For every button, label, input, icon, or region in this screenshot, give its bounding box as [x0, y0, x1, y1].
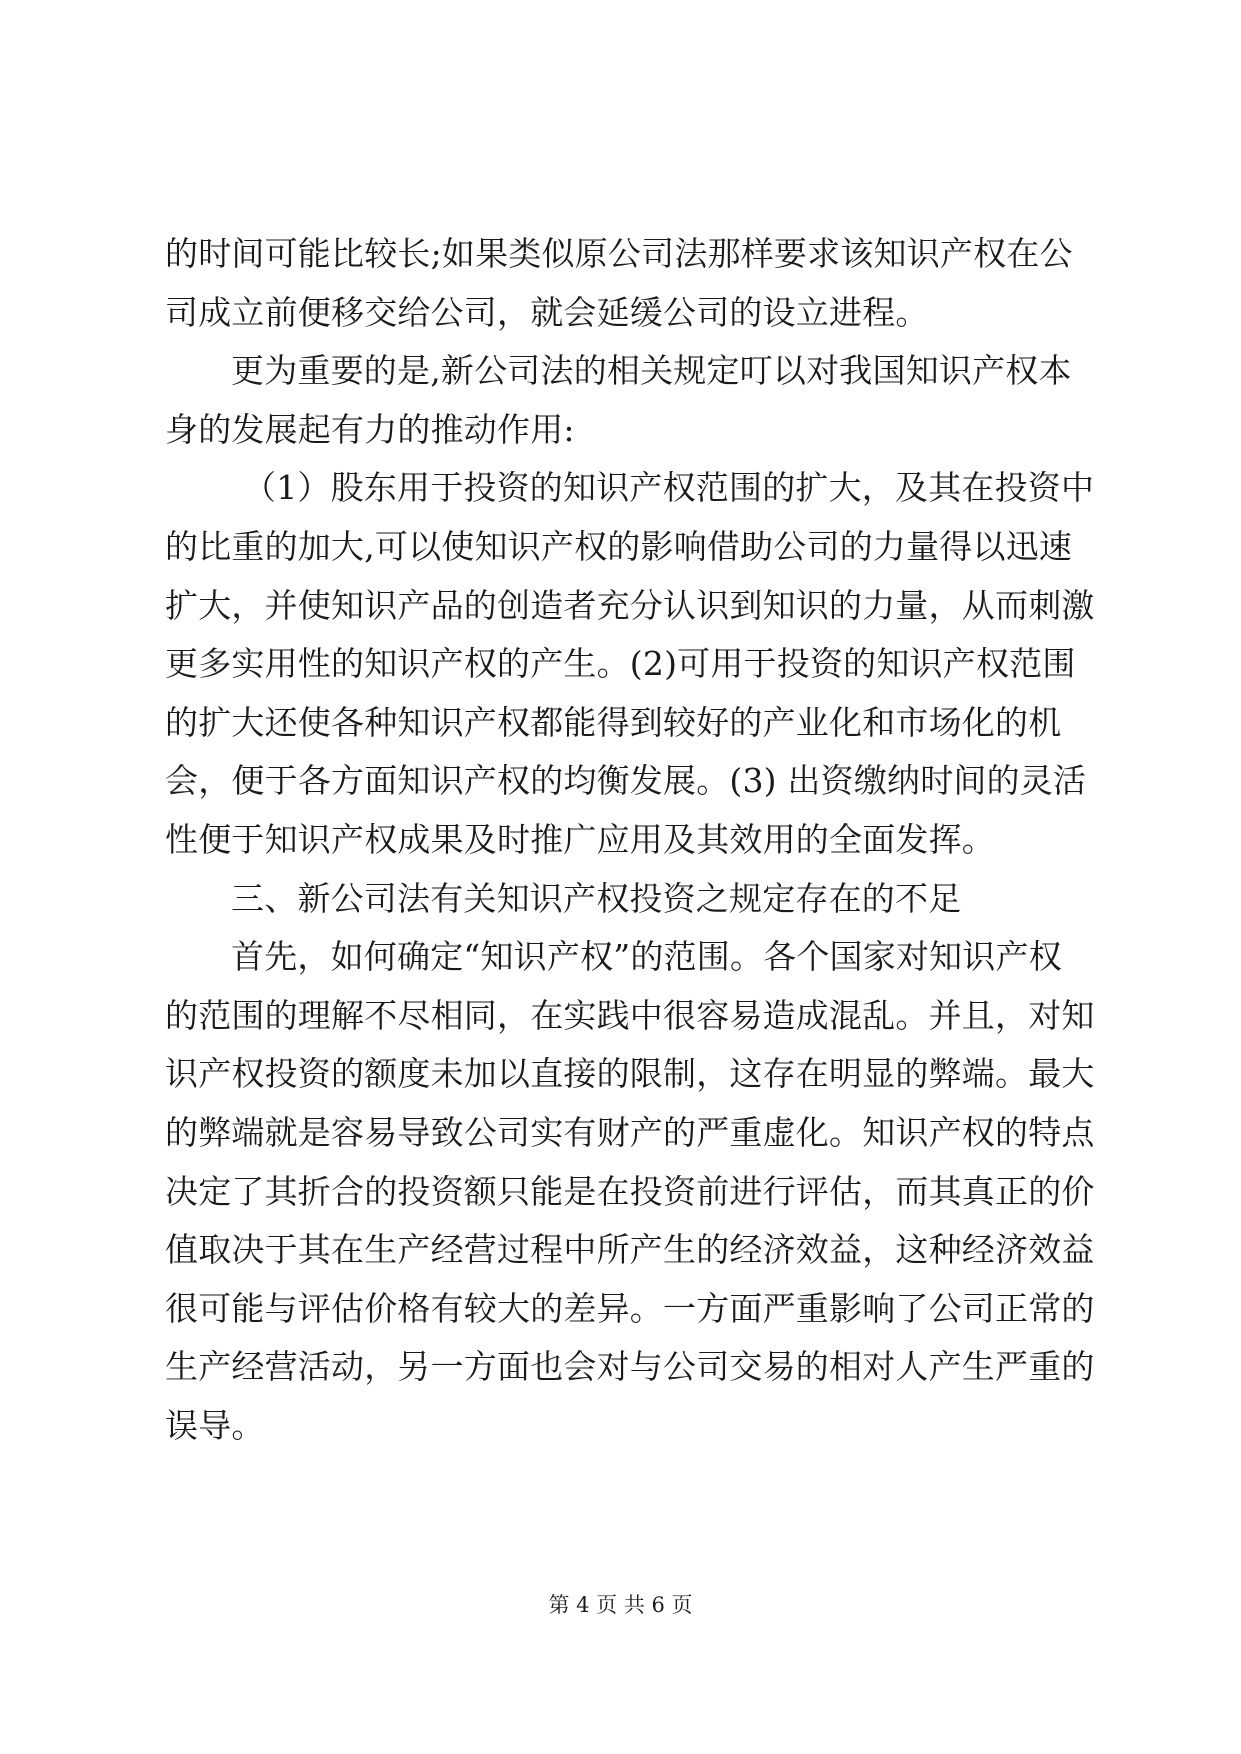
body-text [165, 225, 1095, 1455]
text-line: 很可能与评估价格有较大的差异。一方面严重影响了公司正常的 [165, 1288, 1095, 1328]
text-line: 误导。 [165, 1405, 265, 1445]
text-line: 身的发展起有力的推动作用: [165, 409, 575, 449]
text-line: 的弊端就是容易导致公司实有财产的严重虚化。知识产权的特点 [165, 1112, 1095, 1152]
paragraph-start-line: 首先，如何确定“知识产权”的范围。各个国家对知识产权 [231, 937, 1062, 977]
text-line: 司成立前便移交给公司，就会延缓公司的设立进程。 [165, 292, 929, 332]
text-line: 性便于知识产权成果及时推广应用及其效用的全面发挥。 [165, 819, 995, 859]
text-line: 值取决于其在生产经营过程中所产生的经济效益，这种经济效益 [165, 1230, 1095, 1270]
text-line: 的时间可能比较长;如果类似原公司法那样要求该知识产权在公 [165, 234, 1073, 273]
text-line: 的扩大还使各种知识产权都能得到较好的产业化和市场化的机 [165, 702, 1062, 742]
text-line: 更多实用性的知识产权的产生。(2)可用于投资的知识产权范围 [165, 644, 1076, 684]
paragraph-start-line: （1）股东用于投资的知识产权范围的扩大，及其在投资中 [243, 468, 1095, 508]
text-line: 会，便于各方面知识产权的均衡发展。(3) 出资缴纳时间的灵活 [165, 761, 1087, 801]
page-number-footer: 第 4 页 共 6 页 [548, 1593, 693, 1617]
text-line: 扩大，并使知识产品的创造者充分认识到知识的力量，从而刺激 [165, 585, 1095, 625]
text-line: 的比重的加大,可以使知识产权的影响借助公司的力量得以迅速 [165, 526, 1073, 566]
text-line: 决定了其折合的投资额只能是在投资前进行评估，而其真正的价 [165, 1171, 1095, 1211]
text-line: 识产权投资的额度未加以直接的限制，这存在明显的弊端。最大 [165, 1054, 1095, 1094]
section-heading: 三、新公司法有关知识产权投资之规定存在的不足 [231, 878, 962, 918]
text-line: 生产经营活动，另一方面也会对与公司交易的相对人产生严重的 [165, 1347, 1095, 1387]
paragraph-start-line: 更为重要的是,新公司法的相关规定叮以对我国知识产权本 [231, 351, 1072, 391]
text-line: 的范围的理解不尽相同，在实践中很容易造成混乱。并且，对知 [165, 995, 1095, 1035]
